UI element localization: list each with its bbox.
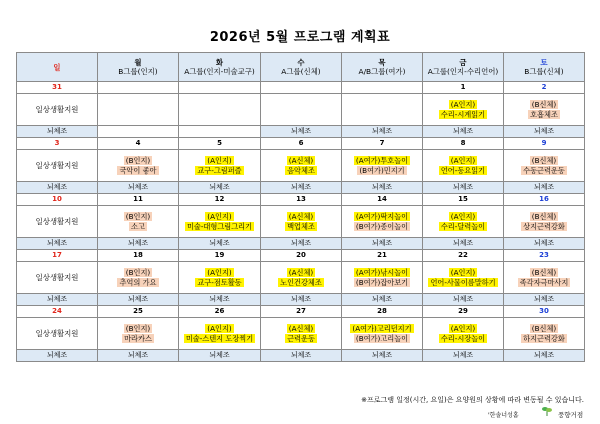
activity-cell <box>261 206 342 238</box>
activity-label: (A인지) <box>207 324 232 333</box>
footer-branch-name: 풍향거점 <box>558 411 584 419</box>
activity-label: 상지근력강화 <box>523 222 565 231</box>
activity-cell <box>504 262 585 294</box>
date-cell: 15 <box>423 194 504 206</box>
activity-cell <box>342 150 423 182</box>
date-cell: 29 <box>423 306 504 318</box>
activity-label: 수리-달력놀이 <box>440 222 486 231</box>
brain-exercise-cell: 뇌체조 <box>423 350 504 362</box>
brain-exercise-cell: 뇌체조 <box>98 182 179 194</box>
date-cell: 17 <box>17 250 98 262</box>
activity-row <box>17 150 585 182</box>
activity-cell <box>261 318 342 350</box>
date-cell: 6 <box>261 138 342 150</box>
activity-cell <box>98 318 179 350</box>
date-cell: 20 <box>261 250 342 262</box>
activity-cell <box>504 150 585 182</box>
activity-cell <box>423 262 504 294</box>
activity-label: (A인지) <box>207 156 232 165</box>
activity-label: 호흡체조 <box>530 110 558 119</box>
activity-label: (B신체) <box>531 212 557 221</box>
group-label: A그룹(신체) <box>281 67 321 76</box>
date-cell: 21 <box>342 250 423 262</box>
activity-label: (A신체) <box>288 268 314 277</box>
group-label: A그룹(인지-수리언어) <box>427 67 499 76</box>
date-cell: 5 <box>179 138 261 150</box>
activity-label: 교구-그림퍼즐 <box>197 166 242 175</box>
group-label: A그룹(인지-미술교구) <box>184 67 255 76</box>
activity-label: (B신체) <box>531 156 557 165</box>
group-label: B그룹(신체) <box>524 67 564 76</box>
activity-cell <box>261 150 342 182</box>
activity-label: (B여가)고리놀이 <box>355 334 409 343</box>
date-cell: 2 <box>504 82 585 94</box>
activity-cell <box>342 206 423 238</box>
header-cell <box>342 53 423 82</box>
activity-label: 족각자극마사지 <box>519 278 569 287</box>
brain-exercise-row <box>17 350 585 362</box>
activity-label: (A인지) <box>450 268 476 277</box>
brain-exercise-row <box>17 294 585 306</box>
brain-exercise-cell: 뇌체조 <box>504 294 585 306</box>
activity-cell <box>504 94 585 126</box>
brain-exercise-cell: 뇌체조 <box>179 238 261 250</box>
brain-exercise-row <box>17 126 585 138</box>
brain-exercise-cell: 뇌체조 <box>342 294 423 306</box>
brain-exercise-cell: 뇌체조 <box>423 238 504 250</box>
activity-row <box>17 94 585 126</box>
brain-exercise-cell: 뇌체조 <box>17 182 98 194</box>
date-cell <box>342 82 423 94</box>
activity-cell <box>179 262 261 294</box>
date-row <box>17 194 585 206</box>
activity-label: (B여가)종이놀이 <box>355 222 409 231</box>
activity-label: (A인지) <box>450 324 476 333</box>
date-cell: 31 <box>17 82 98 94</box>
header-row <box>17 53 585 82</box>
brain-exercise-cell: 뇌체조 <box>342 126 423 138</box>
date-cell <box>261 82 342 94</box>
header-cell <box>504 53 585 82</box>
brain-exercise-cell <box>98 126 179 138</box>
activity-label: (B인지) <box>125 268 151 277</box>
weekday-label: 수 <box>297 58 305 67</box>
activity-label: 하지근력강화 <box>523 334 565 343</box>
date-cell: 11 <box>98 194 179 206</box>
header-cell <box>261 53 342 82</box>
brain-exercise-cell: 뇌체조 <box>423 182 504 194</box>
date-cell: 10 <box>17 194 98 206</box>
activity-cell <box>423 94 504 126</box>
weekday-label: 금 <box>459 58 467 67</box>
brain-exercise-cell: 뇌체조 <box>98 350 179 362</box>
activity-label: 백업체조 <box>287 222 315 231</box>
activity-cell <box>17 150 98 182</box>
activity-cell <box>179 206 261 238</box>
activity-label: 추억의 가요 <box>119 278 157 287</box>
brain-exercise-cell: 뇌체조 <box>342 350 423 362</box>
date-cell <box>179 82 261 94</box>
footnote: ※프로그램 일정(시간, 요일)은 요양원의 상황에 따라 변동될 수 있습니다. <box>361 396 584 404</box>
brain-exercise-cell: 뇌체조 <box>342 238 423 250</box>
brain-exercise-cell: 뇌체조 <box>504 238 585 250</box>
date-cell: 26 <box>179 306 261 318</box>
brain-exercise-cell: 뇌체조 <box>504 126 585 138</box>
brain-exercise-cell: 뇌체조 <box>261 126 342 138</box>
brain-exercise-cell: 뇌체조 <box>504 350 585 362</box>
brain-exercise-cell: 뇌체조 <box>17 238 98 250</box>
activity-label: 언어-사물이름말하기 <box>430 278 496 287</box>
activity-label: 수리-시장놀이 <box>440 334 486 343</box>
activity-cell <box>342 94 423 126</box>
brain-exercise-cell: 뇌체조 <box>342 182 423 194</box>
brain-exercise-cell <box>179 126 261 138</box>
activity-label: (A인지) <box>207 268 232 277</box>
activity-label: 마라카스 <box>124 334 152 343</box>
brain-exercise-cell: 뇌체조 <box>179 350 261 362</box>
activity-label: (A인지) <box>207 212 232 221</box>
activity-label: (B신체) <box>531 324 557 333</box>
activity-cell <box>342 262 423 294</box>
activity-label: (A인지) <box>450 156 476 165</box>
activity-cell <box>179 318 261 350</box>
brain-exercise-cell: 뇌체조 <box>17 350 98 362</box>
activity-cell <box>423 150 504 182</box>
activity-label: (A인지) <box>450 100 476 109</box>
daily-support-label: 일상생활지원 <box>35 217 79 226</box>
header-cell <box>17 53 98 82</box>
brain-exercise-cell: 뇌체조 <box>423 294 504 306</box>
activity-cell <box>17 262 98 294</box>
schedule-table <box>16 52 585 362</box>
weekday-label: 일 <box>53 62 61 72</box>
activity-label: (A인지) <box>450 212 476 221</box>
activity-cell <box>423 206 504 238</box>
header-cell <box>423 53 504 82</box>
group-label: B그룹(인지) <box>118 67 158 76</box>
group-label: A/B그룹(여가) <box>358 67 406 76</box>
activity-cell <box>17 94 98 126</box>
activity-label: 근력운동 <box>287 334 315 343</box>
activity-cell <box>261 94 342 126</box>
activity-cell <box>423 318 504 350</box>
date-cell: 30 <box>504 306 585 318</box>
date-row <box>17 250 585 262</box>
date-cell <box>98 82 179 94</box>
date-cell: 13 <box>261 194 342 206</box>
activity-label: 미술-대형그림그리기 <box>186 222 253 231</box>
date-cell: 18 <box>98 250 179 262</box>
activity-row <box>17 262 585 294</box>
page-title: 2026년 5월 프로그램 계획표 <box>209 30 391 45</box>
date-cell: 8 <box>423 138 504 150</box>
brain-exercise-cell: 뇌체조 <box>179 294 261 306</box>
activity-label: (B신체) <box>531 100 557 109</box>
brain-exercise-cell: 뇌체조 <box>261 238 342 250</box>
activity-label: (A신체) <box>288 156 314 165</box>
date-cell: 24 <box>17 306 98 318</box>
brain-exercise-cell: 뇌체조 <box>98 294 179 306</box>
activity-label: 수동근력운동 <box>523 166 565 175</box>
weekday-label: 목 <box>378 58 386 67</box>
brain-exercise-cell: 뇌체조 <box>504 182 585 194</box>
brain-exercise-cell: 뇌체조 <box>261 182 342 194</box>
weekday-label: 토 <box>540 58 548 67</box>
activity-cell <box>179 150 261 182</box>
activity-label: (A신체) <box>288 212 314 221</box>
activity-label: 국악이 좋아 <box>119 166 157 175</box>
activity-cell <box>17 318 98 350</box>
activity-label: (A여가)낚시놀이 <box>355 268 409 277</box>
brain-exercise-cell: 뇌체조 <box>179 182 261 194</box>
daily-support-label: 일상생활지원 <box>35 105 79 114</box>
brain-exercise-cell: 뇌체조 <box>261 350 342 362</box>
activity-label: (B인지) <box>125 156 151 165</box>
activity-row <box>17 318 585 350</box>
daily-support-label: 일상생활지원 <box>35 329 79 338</box>
footer-org-name: '한솔너성홈 <box>488 412 519 419</box>
brain-exercise-row <box>17 238 585 250</box>
activity-label: 음악체조 <box>287 166 315 175</box>
activity-label: 언어-동요읽기 <box>440 166 486 175</box>
activity-label: 수리-시계읽기 <box>440 110 486 119</box>
activity-label: (B여가)잡아보기 <box>355 278 409 287</box>
activity-label: (A신체) <box>288 324 314 333</box>
date-cell: 3 <box>17 138 98 150</box>
activity-cell <box>342 318 423 350</box>
activity-label: (A여가)투호놀이 <box>355 156 409 165</box>
activity-label: 교구-점토활동 <box>197 278 242 287</box>
header-cell <box>98 53 179 82</box>
date-cell: 4 <box>98 138 179 150</box>
activity-label: (B인지) <box>125 212 151 221</box>
brain-exercise-row <box>17 182 585 194</box>
activity-label: (A여가)고리던지기 <box>352 324 412 333</box>
date-cell: 16 <box>504 194 585 206</box>
date-cell: 9 <box>504 138 585 150</box>
weekday-label: 화 <box>215 58 224 67</box>
brain-exercise-cell: 뇌체조 <box>98 238 179 250</box>
brain-exercise-cell: 뇌체조 <box>423 126 504 138</box>
date-row <box>17 138 585 150</box>
activity-label: 소고 <box>131 222 145 231</box>
daily-support-label: 일상생활지원 <box>35 161 79 170</box>
activity-cell <box>179 94 261 126</box>
date-cell: 1 <box>423 82 504 94</box>
date-cell: 25 <box>98 306 179 318</box>
date-cell: 28 <box>342 306 423 318</box>
activity-cell <box>17 206 98 238</box>
activity-cell <box>261 262 342 294</box>
activity-cell <box>98 262 179 294</box>
activity-label: (A여가)딱지놀이 <box>355 212 409 221</box>
date-cell: 23 <box>504 250 585 262</box>
activity-cell <box>98 94 179 126</box>
daily-support-label: 일상생활지원 <box>35 273 79 282</box>
logo-leaf-icon <box>541 405 553 417</box>
weekday-label: 월 <box>134 58 142 67</box>
activity-row <box>17 206 585 238</box>
header-cell <box>179 53 261 82</box>
brain-exercise-cell: 뇌체조 <box>17 294 98 306</box>
date-row <box>17 306 585 318</box>
activity-label: (B신체) <box>531 268 557 277</box>
date-cell: 12 <box>179 194 261 206</box>
brain-exercise-cell: 뇌체조 <box>17 126 98 138</box>
brain-exercise-cell: 뇌체조 <box>261 294 342 306</box>
activity-cell <box>98 206 179 238</box>
date-row <box>17 82 585 94</box>
date-cell: 19 <box>179 250 261 262</box>
date-cell: 22 <box>423 250 504 262</box>
activity-cell <box>504 206 585 238</box>
activity-label: (B여가)민지기 <box>359 166 405 175</box>
activity-cell <box>504 318 585 350</box>
activity-label: 미술-스텐지 도장찍기 <box>185 334 254 343</box>
activity-label: 노인건강체조 <box>280 278 322 287</box>
activity-cell <box>98 150 179 182</box>
activity-label: (B인지) <box>125 324 151 333</box>
date-cell: 7 <box>342 138 423 150</box>
date-cell: 27 <box>261 306 342 318</box>
date-cell: 14 <box>342 194 423 206</box>
